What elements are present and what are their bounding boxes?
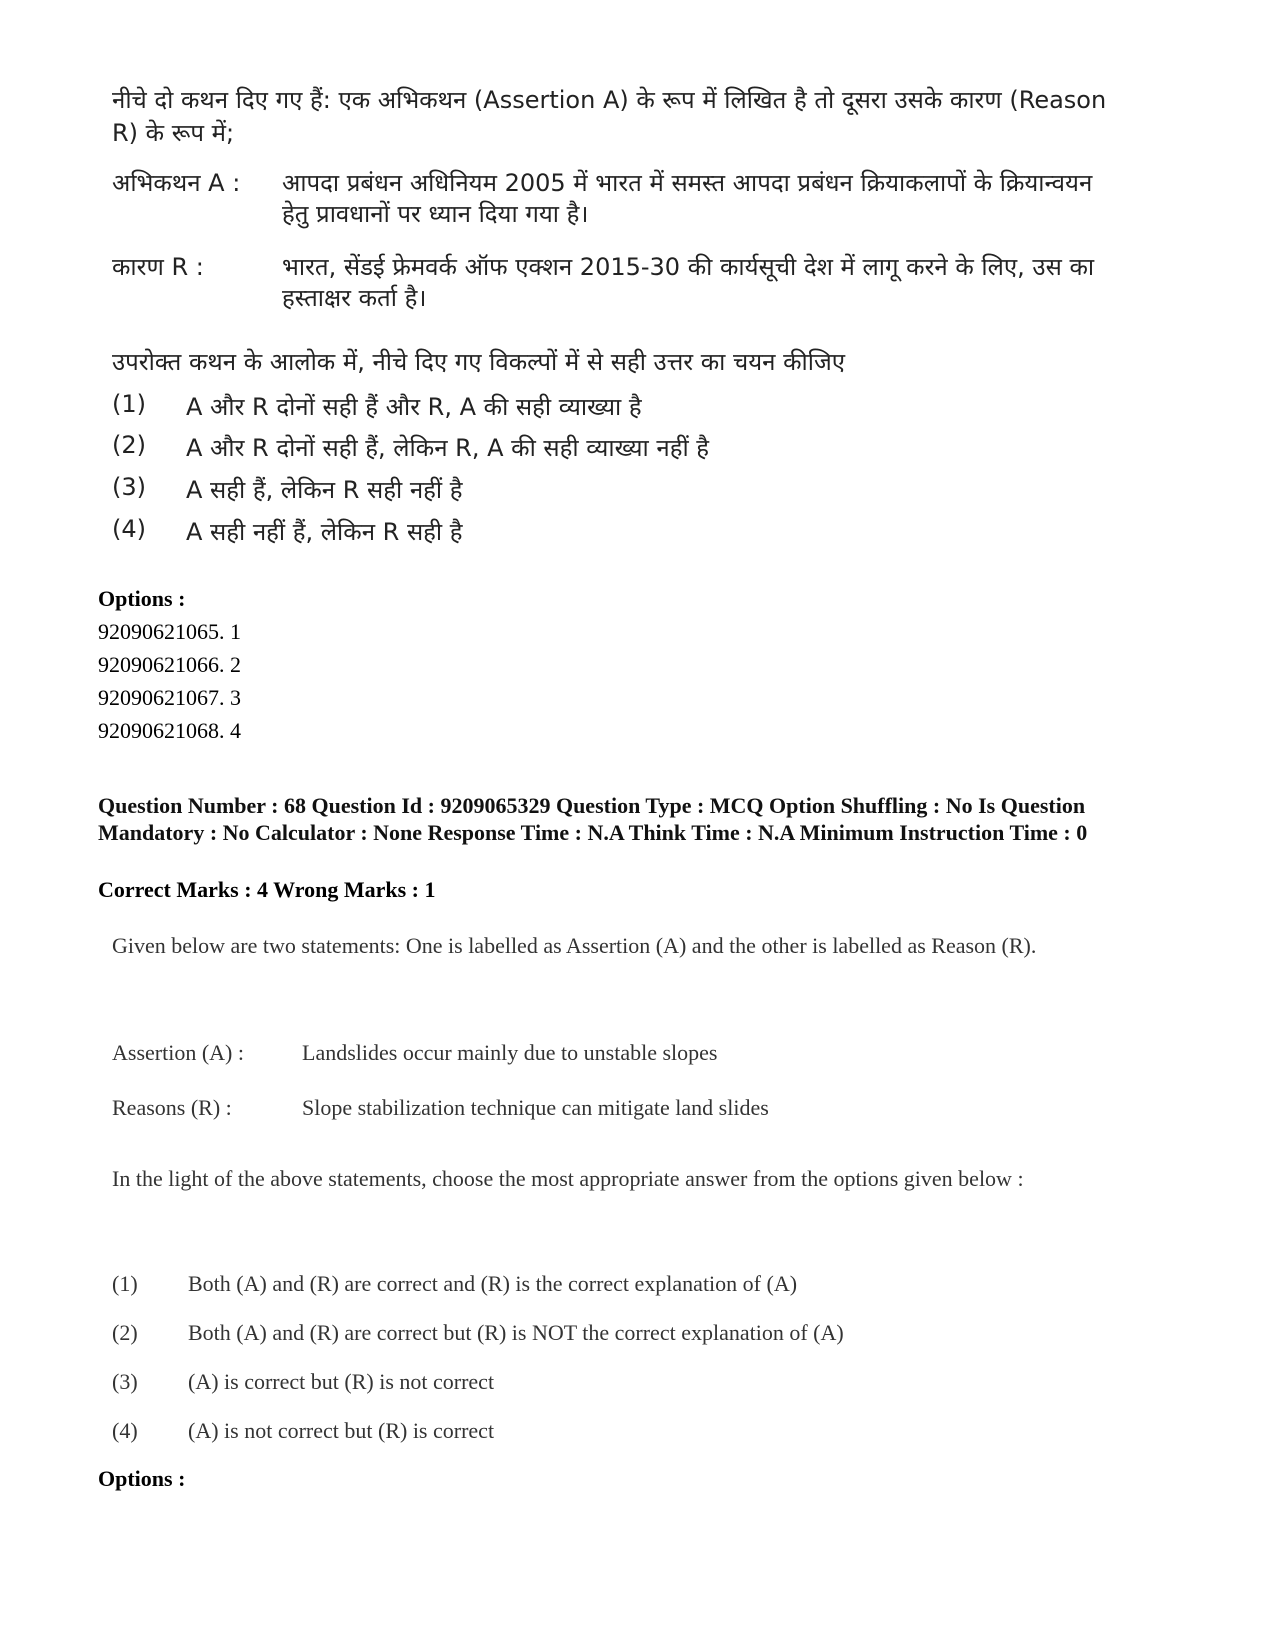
option-id-line: 92090621066. 2 [98, 652, 241, 677]
english-assertion-label: Assertion (A) : [112, 1040, 244, 1065]
hindi-lead: उपरोक्त कथन के आलोक में, नीचे दिए गए विकल्पों में से सही उत्तर का चयन कीजिए [112, 348, 846, 376]
english-option-number: (2) [112, 1320, 138, 1345]
english-option-number: (4) [112, 1418, 138, 1443]
hindi-option-text: A सही हैं, लेकिन R सही नहीं है [186, 476, 463, 504]
english-option-number: (1) [112, 1271, 138, 1296]
hindi-option-number: (4) [112, 515, 146, 543]
english-lead: In the light of the above statements, choose the most appropriate answer from the options given below : [112, 1166, 1024, 1191]
english-assertion-text: Landslides occur mainly due to unstable slopes [302, 1040, 718, 1065]
hindi-option-text: A और R दोनों सही हैं, लेकिन R, A की सही व्याख्या नहीं है [186, 434, 710, 462]
english-reason-text: Slope stabilization technique can mitigate land slides [302, 1095, 769, 1120]
english-option-text: (A) is correct but (R) is not correct [188, 1369, 495, 1394]
english-option-text: (A) is not correct but (R) is correct [188, 1418, 495, 1443]
option-id-line: 92090621068. 4 [98, 718, 241, 743]
option-id-line: 92090621065. 1 [98, 619, 241, 644]
question-meta: Question Number : 68 Question Id : 9209065329 Question Type : MCQ Option Shuffling : No Is Question Mandatory : No Calculator : None Response Time : N.A Think Time : N.A Minimum Instruction Time : 0 [98, 793, 1088, 845]
hindi-intro: नीचे दो कथन दिए गए हैं: एक अभिकथन (Assertion A) के रूप में लिखित है तो दूसरा उसके कारण (Reason R) के रूप में; [112, 86, 1107, 147]
options-heading: Options : [98, 586, 186, 611]
hindi-option-number: (2) [112, 431, 146, 459]
english-reason-label: Reasons (R) : [112, 1095, 232, 1120]
hindi-reason-text: भारत, सेंडई फ्रेमवर्क ऑफ एक्शन 2015-30 की कार्यसूची देश में लागू करने के लिए, उस का हस्ताक्षर कर्ता है। [282, 253, 1095, 312]
option-id-line: 92090621067. 3 [98, 685, 241, 710]
hindi-option-number: (3) [112, 473, 146, 501]
hindi-option-text: A और R दोनों सही हैं और R, A की सही व्याख्या है [186, 393, 642, 421]
english-intro: Given below are two statements: One is labelled as Assertion (A) and the other is labelled as Reason (R). [112, 933, 1037, 958]
english-option-text: Both (A) and (R) are correct but (R) is NOT the correct explanation of (A) [188, 1320, 844, 1345]
question-marks: Correct Marks : 4 Wrong Marks : 1 [98, 877, 436, 902]
hindi-option-number: (1) [112, 390, 146, 418]
options-heading: Options : [98, 1466, 186, 1491]
hindi-option-text: A सही नहीं हैं, लेकिन R सही है [186, 518, 463, 546]
hindi-assertion-text: आपदा प्रबंधन अधिनियम 2005 में भारत में समस्त आपदा प्रबंधन क्रियाकलापों के क्रियान्वयन हेतु प्रावधानों पर ध्यान दिया गया है। [282, 169, 1093, 228]
english-option-text: Both (A) and (R) are correct and (R) is the correct explanation of (A) [188, 1271, 798, 1296]
hindi-reason-label: कारण R : [112, 253, 204, 281]
hindi-assertion-label: अभिकथन A : [112, 169, 241, 197]
english-option-number: (3) [112, 1369, 138, 1394]
